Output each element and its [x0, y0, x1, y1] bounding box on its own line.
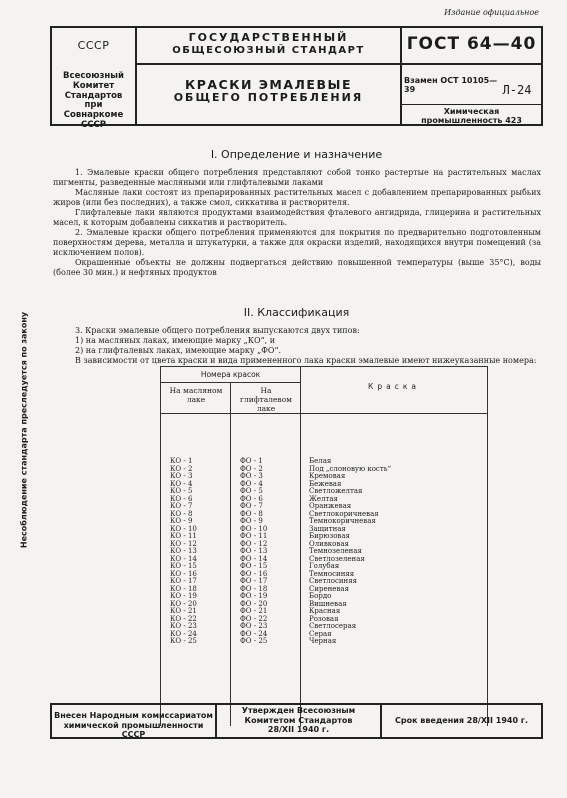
table-cell-ko: КО - 17	[170, 577, 197, 585]
table-cell-ko: КО - 14	[170, 554, 197, 563]
table-cell-paint: Розовая	[309, 614, 339, 623]
table-cell-fo: ФО - 24	[240, 629, 268, 638]
table-header-paint: Краска	[368, 382, 420, 391]
approved-by: Утвержден Всесоюзным Комитетом Стандартов 28/XII 1940 г.	[241, 706, 356, 734]
table-cell-ko: КО - 4	[170, 479, 193, 488]
table-cell-fo: ФО - 12	[240, 539, 268, 548]
table-cell-fo: ФО - 5	[240, 487, 263, 495]
section-2-text: 3. Краски эмалевые общего потребления выпускаются двух типов: 1) на масляных лаках, имеющие марку „КО“, и 2) на глифталевых лаках, имеющие марку „ФО“. В зависимости от цвета краски и вида примененного лака краски эмалевые имеют нижеуказанные номера:	[75, 326, 537, 365]
table-cell-fo: ФО - 15	[240, 562, 268, 570]
document-title: КРАСКИ ЭМАЛЕВЫЕ ОБЩЕГО ПОТРЕБЛЕНИЯ	[173, 77, 364, 105]
table-cell-fo: ФО - 14	[240, 554, 268, 563]
paint-number-table	[160, 366, 488, 726]
table-cell-ko: КО - 7	[170, 502, 193, 510]
table-cell-paint: Серая	[309, 629, 332, 638]
table-cell-ko: КО - 23	[170, 622, 197, 630]
gost-number: ГОСТ 64—40	[406, 34, 537, 54]
table-cell-fo: ФО - 1	[240, 457, 263, 465]
table-cell-ko: КО - 25	[170, 637, 197, 645]
table-cell-fo: ФО - 19	[240, 592, 268, 600]
table-cell-ko: КО - 24	[170, 629, 197, 638]
table-cell-paint: Темнозеленая	[309, 547, 362, 555]
effective-date: Срок введения 28/XII 1940 г.	[394, 716, 529, 725]
table-cell-ko: КО - 8	[170, 509, 193, 518]
table-cell-ko: КО - 16	[170, 569, 197, 578]
table-cell-ko: КО - 21	[170, 607, 197, 615]
table-cell-fo: ФО - 22	[240, 614, 268, 623]
table-cell-ko: КО - 22	[170, 614, 197, 623]
table-cell-fo: ФО - 7	[240, 502, 263, 510]
table-header-oil: На масляном лаке	[169, 386, 223, 404]
official-edition-mark: Издание официальное	[444, 8, 539, 17]
introduced-by: Внесен Народным комиссариатом химической промышленности СССР	[54, 711, 213, 739]
table-cell-paint: Бордо	[309, 592, 332, 600]
table-cell-ko: КО - 15	[170, 562, 197, 570]
table-cell-ko: КО - 10	[170, 524, 197, 533]
table-cell-fo: ФО - 18	[240, 584, 268, 593]
table-column-ko	[170, 458, 228, 646]
header-block	[50, 26, 543, 130]
table-cell-paint: Бирюзовая	[309, 532, 350, 540]
table-cell-ko: КО - 6	[170, 494, 193, 503]
table-cell-ko: КО - 20	[170, 599, 197, 608]
replaces-note: Взамен ОСТ 10105—39	[404, 76, 498, 95]
table-cell-ko: КО - 3	[170, 472, 193, 480]
table-cell-paint: Сиреневая	[309, 584, 349, 593]
table-column-fo	[240, 458, 298, 646]
table-cell-ko: КО - 12	[170, 539, 197, 548]
table-column-paint	[309, 458, 484, 646]
table-cell-fo: ФО - 16	[240, 569, 268, 578]
table-cell-paint: Белая	[309, 457, 332, 465]
table-cell-fo: ФО - 3	[240, 472, 263, 480]
table-cell-paint: Голубая	[309, 562, 340, 570]
industry-label: Химическая промышленность 423	[421, 107, 522, 126]
section-1-text: 1. Эмалевые краски общего потребления представляют собой тонко растертые на растительных маслах пигменты, разведенные масляными или глифталевыми лаками Масляные лаки состоят из препарированных растительных масел с добавлением препарированных рыбьих жиров (или без последних), а также смол, сиккатива и растворителя. Глифталевые лаки являются продуктами взаимодействия фталевого ангидрида, глицерина и растительных масел, к которым добавлены сиккатив и растворитель. 2. Эмалевые краски общего потребления применяются для покрытия по предварительно подготовленным поверхностям дерева, металла и штукатурки, а также для окраски изделий, находящихся внутри помещений (за исключением полов). Окрашенные объекты не должны подвергаться действию повышенной температуры (выше 35°С), воды (более 30 мин.) и нефтяных продуктов	[53, 168, 541, 277]
table-cell-ko: КО - 11	[170, 532, 197, 540]
table-cell-paint: Светлокоричневая	[309, 509, 379, 518]
table-cell-paint: Светлосиняя	[309, 577, 358, 585]
committee-name: Всесоюзный Комитет Стандартов при Совнаркоме СССР	[63, 71, 124, 130]
table-cell-paint: Вишневая	[309, 599, 347, 608]
table-cell-paint: Красная	[309, 607, 341, 615]
handwritten-mark: Л-24	[502, 83, 532, 97]
section-1-heading: I. Определение и назначение	[210, 148, 383, 161]
table-cell-ko: КО - 2	[170, 464, 193, 473]
country: СССР	[77, 39, 110, 52]
table-cell-ko: КО - 19	[170, 592, 197, 600]
table-cell-fo: ФО - 13	[240, 547, 268, 555]
footer-block	[50, 703, 543, 739]
table-header-glyphtal: На глифталевом лаке	[240, 386, 292, 413]
table-cell-paint: Желтая	[309, 494, 338, 503]
table-cell-fo: ФО - 23	[240, 622, 268, 630]
table-cell-fo: ФО - 8	[240, 509, 263, 518]
table-cell-paint: Черная	[309, 637, 337, 645]
table-cell-paint: Оливковая	[309, 539, 349, 548]
table-cell-paint: Оранжевая	[309, 502, 352, 510]
table-cell-fo: ФО - 17	[240, 577, 268, 585]
table-cell-ko: КО - 9	[170, 517, 193, 525]
table-cell-fo: ФО - 21	[240, 607, 268, 615]
table-cell-fo: ФО - 9	[240, 517, 263, 525]
table-cell-ko: КО - 1	[170, 457, 193, 465]
table-cell-fo: ФО - 4	[240, 479, 263, 488]
section-2-heading: II. Классификация	[243, 306, 350, 319]
table-cell-fo: ФО - 10	[240, 524, 268, 533]
table-cell-fo: ФО - 11	[240, 532, 268, 540]
table-cell-paint: Светложелтая	[309, 487, 363, 495]
table-cell-fo: ФО - 25	[240, 637, 268, 645]
table-cell-fo: ФО - 6	[240, 494, 263, 503]
table-cell-fo: ФО - 2	[240, 464, 263, 473]
table-cell-fo: ФО - 20	[240, 599, 268, 608]
table-cell-paint: Темносиняя	[309, 569, 355, 578]
table-cell-paint: Бежевая	[309, 479, 342, 488]
table-cell-paint: Темнокоричневая	[309, 517, 376, 525]
table-cell-paint: Под „слоновую кость“	[309, 464, 392, 473]
table-cell-paint: Светлозеленая	[309, 554, 365, 563]
table-cell-ko: КО - 18	[170, 584, 197, 593]
table-header-numbers: Номера красок	[200, 370, 261, 379]
table-cell-ko: КО - 13	[170, 547, 197, 555]
standard-type: ГОСУДАРСТВЕННЫЙ ОБЩЕСОЮЗНЫЙ СТАНДАРТ	[172, 31, 365, 56]
table-cell-paint: Светлосерая	[309, 622, 357, 630]
table-cell-ko: КО - 5	[170, 487, 193, 495]
table-cell-paint: Кремовая	[309, 472, 346, 480]
table-cell-paint: Защитная	[309, 524, 346, 533]
